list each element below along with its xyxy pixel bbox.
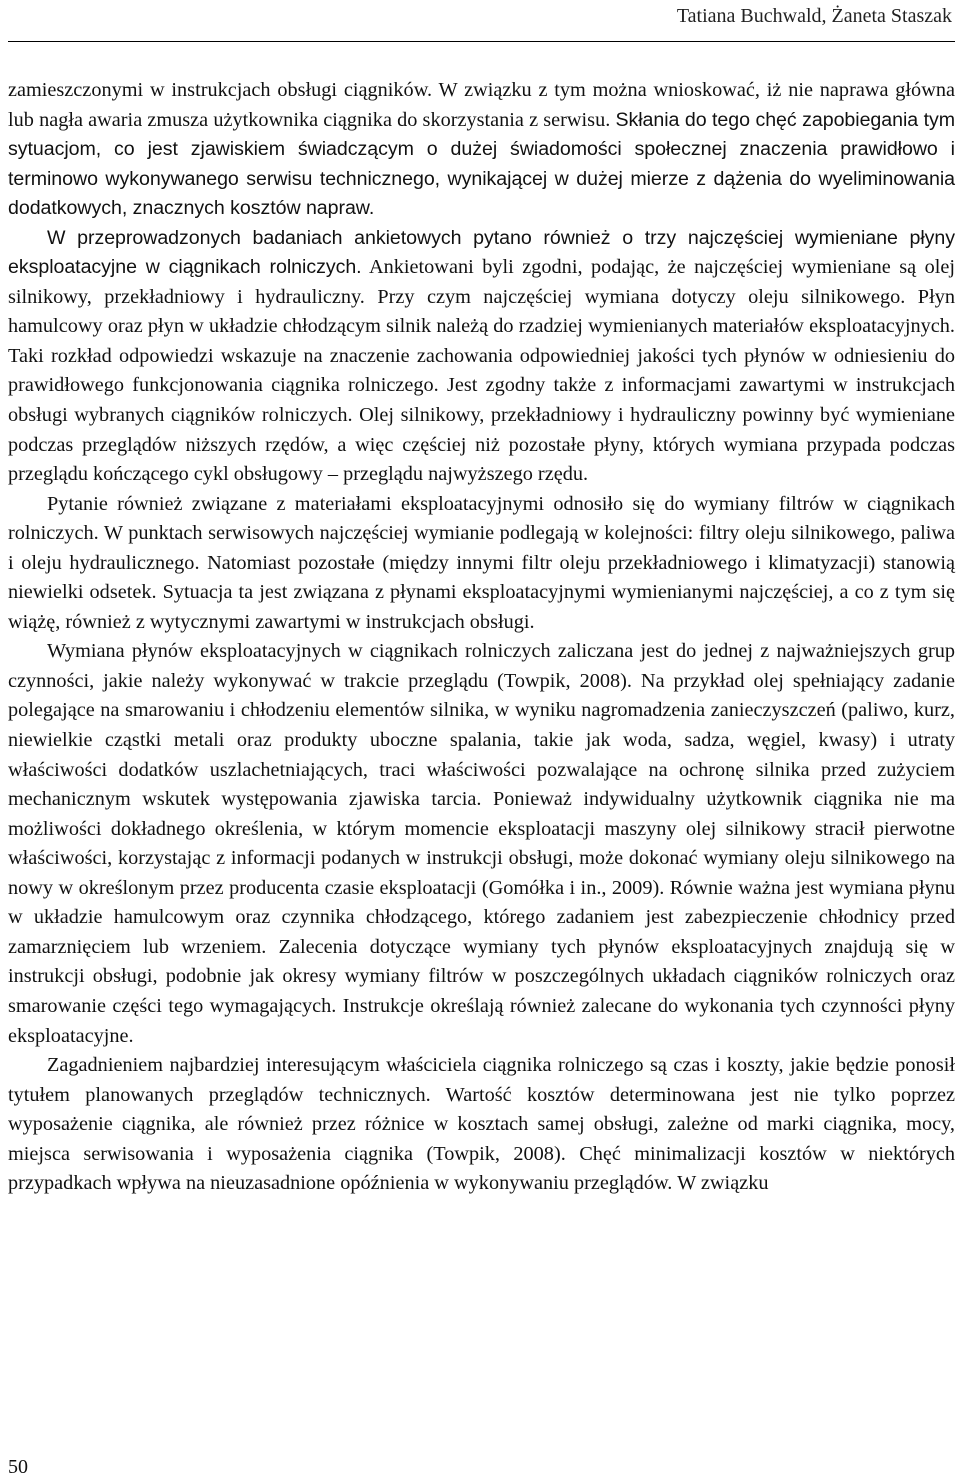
paragraph-1-part-b: Skłania do tego chęć zapobiegania tym sytuacjom, co jest zjawiskiem świadczącym o dużej świadomości społecznej znaczenia prawidłowo i terminowo wykonywanego serwisu technicznego, wynikającej w dużej mierze z dążenia do wyeliminowania dodatkowych, znacznych kosztów napraw. — [8, 108, 956, 220]
running-head-authors: Tatiana Buchwald, Żaneta Staszak — [676, 5, 952, 27]
paragraph-5: Zagadnieniem najbardziej interesującym właściciela ciągnika rolniczego są czas i koszty, jakie będzie ponosił tytułem planowanych przeglądów technicznych. Wartość kosztów determinowana jest nie tylko poprzez wyposażenie ciągnika, ale również przez różnice w kosztach samej obsługi, zależne od marki ciągnika, mocy, miejsca serwisowania i wyposażenia ciągnika (Towpik, 2008). Chęć minimalizacji kosztów w niektórych przypadkach wpływa na nieuzasadnione opóźnienia w wykonywaniu przeglądów. W związku — [8, 1054, 955, 1195]
paragraph-2 — [8, 224, 955, 490]
header-rule — [8, 41, 955, 42]
paragraph-1 — [8, 76, 955, 224]
paragraph-2-part-a: W przeprowadzonych badaniach ankietowych pytano również o trzy najczęściej wymieniane płyny eksploatacyjne w ciągnikach rolniczych. — [8, 226, 955, 279]
paragraph-3: Pytanie również związane z materiałami eksploatacyjnymi odnosiło się do wymiany filtrów w ciągnikach rolniczych. W punktach serwisowych najczęściej wymianie podlegają w kolejności: filtry oleju silnikowego, paliwa i oleju hydraulicznego. Natomiast pozostałe (między innymi filtr oleju przekładniowego i klimatyzacji) stanowią niewielki odsetek. Sytuacja ta jest związana z płynami eksploatacyjnymi wymienianymi najczęściej, a co z tym się wiążę, również z wytycznymi zawartymi w instrukcjach obsługi. — [8, 492, 955, 633]
paragraph-2-part-b: Ankietowani byli zgodni, podając, że najczęściej wymieniane są olej silnikowy, przekładniowy i hydrauliczny. Przy czym najczęściej wymiana dotyczy oleju silnikowego. Płyn hamulcowy oraz płyn w układzie chłodzącym silnik należą do rzadziej wymienianych materiałów eksploatacyjnych. Taki rozkład odpowiedzi wskazuje na znaczenie zachowania odpowiedniej jakości tych płynów w odniesieniu do prawidłowego funkcjonowania ciągnika rolniczego. Jest zgodny także z informacjami zawartymi w instrukcjach obsługi wybranych ciągników rolniczych. Olej silnikowy, przekładniowy i hydrauliczny powinny być wymieniane podczas przeglądów niższych rzędów, a więc częściej niż pozostałe płyny, których wymiana przypada podczas przeglądu kończącego cykl obsługowy – przeglądu najwyższego rzędu. — [8, 256, 956, 486]
paragraph-1-part-a: zamieszczonymi w instrukcjach obsługi ciągników. W związku z tym można wnioskować, iż nie naprawa główna lub nagła awaria zmusza użytkownika ciągnika do skorzystania z serwisu. — [8, 79, 955, 131]
page-number: 50 — [8, 1456, 28, 1478]
paragraph-4: Wymiana płynów eksploatacyjnych w ciągnikach rolniczych zaliczana jest do jednej z najważniejszych grup czynności, jakie należy wykonywać w trakcie przeglądu (Towpik, 2008). Na przykład olej spełniający zadanie polegające na smarowaniu i chłodzeniu elementów silnika, w wyniku nagromadzenia zanieczyszczeń (paliwo, kurz, niewielkie cząstki metali oraz produkty uboczne spalania, takie jak woda, sadza, węgiel, kwasy) i utraty właściwości dodatków uszlachetniających, traci właściwości pozwalające na ochronę silnika przed zużyciem mechanicznym wskutek występowania zjawiska tarcia. Ponieważ indywidualny użytkownik ciągnika nie ma możliwości dokładnego określenia, w którym momencie eksploatacji maszyny olej silnikowy stracił pierwotne właściwości, korzystając z informacji podanych w instrukcji obsługi, może dokonać wymiany oleju silnikowego na nowy w określonym przez producenta czasie eksploatacji (Gomółka i in., 2009). Równie ważna jest wymiana płynu w układzie hamulcowym oraz czynnika chłodzącego, którego zadaniem jest zabezpieczenie chłodnicy przed zamarznięciem lub wrzeniem. Zalecenia dotyczące wymiany tych płynów eksploatacyjnych znajdują się w instrukcji obsługi, podobnie jak okresy wymiany filtrów w poszczególnych układach ciągników rolniczych oraz smarowanie części tego wymagających. Instrukcje określają również zalecane do wykonania tych czynności płyny eksploatacyjne. — [8, 640, 955, 1047]
body-text — [8, 76, 955, 1199]
